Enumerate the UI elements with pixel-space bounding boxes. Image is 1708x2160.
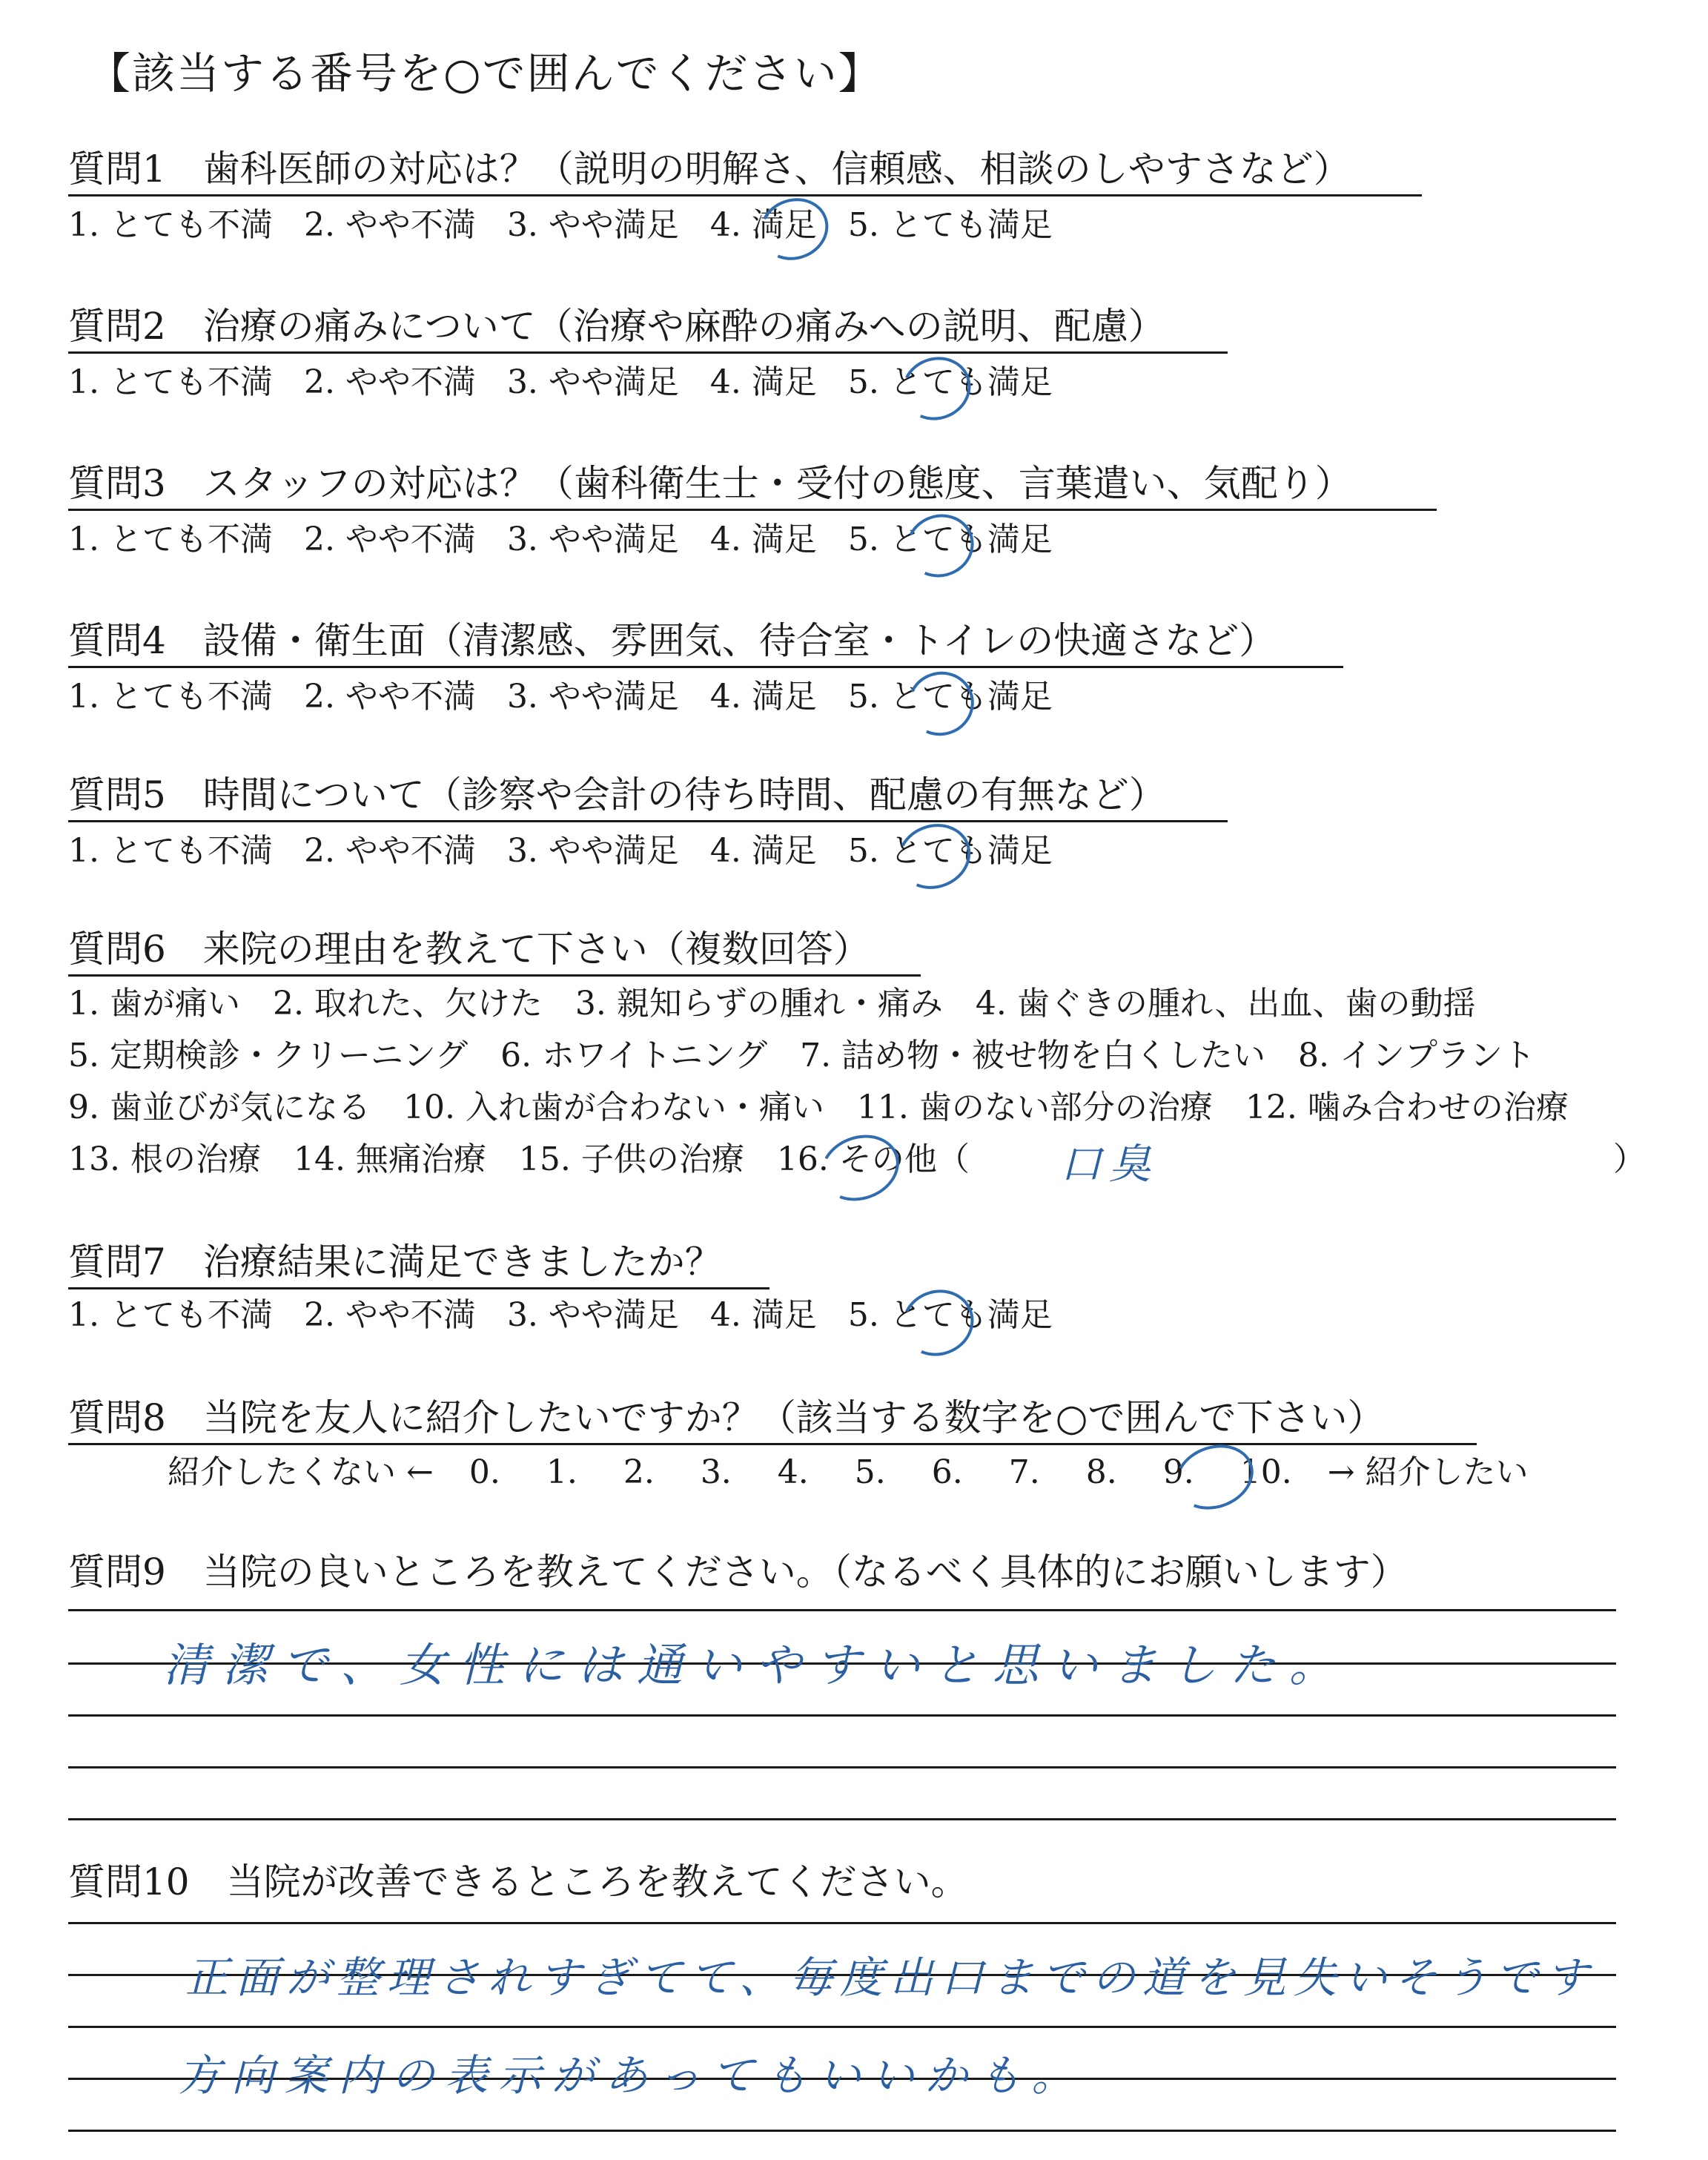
question-10-title: 質問10 当院が改善できるところを教えてください。 xyxy=(68,1860,968,1903)
q1-option-4[interactable]: 4. 満足 xyxy=(709,206,817,244)
q1-selection-circle xyxy=(751,188,837,269)
q2-option-1[interactable]: 1. とても不満 xyxy=(68,363,273,401)
q1-option-2[interactable]: 2. やや不満 xyxy=(303,206,476,244)
q8-left-label: 紹介したくない ← xyxy=(168,1453,434,1491)
question-6-title: 質問6 来院の理由を教えて下さい（複数回答） xyxy=(68,928,870,971)
q5-option-5[interactable]: 5. とても満足 xyxy=(847,832,1053,870)
q8-option-3[interactable]: 3. xyxy=(700,1453,732,1491)
q9-answer-line-3 xyxy=(68,1714,1616,1717)
q8-option-8[interactable]: 8. xyxy=(1085,1453,1117,1491)
q3-option-1[interactable]: 1. とても不満 xyxy=(68,521,273,558)
q8-option-1[interactable]: 1. xyxy=(546,1453,577,1491)
question-5-title: 質問5 時間について（診察や会計の待ち時間、配慮の有無など） xyxy=(68,773,1166,816)
question-6-row-4[interactable]: 13. 根の治療 14. 無痛治療 15. 子供の治療 16. その他（ xyxy=(68,1140,970,1178)
question-7-title: 質問7 治療結果に満足できましたか？ xyxy=(68,1241,722,1284)
q4-selection-circle xyxy=(898,662,983,745)
q4-option-4[interactable]: 4. 満足 xyxy=(709,678,817,716)
q8-option-10[interactable]: 10. xyxy=(1239,1453,1292,1491)
q5-option-2[interactable]: 2. やや不満 xyxy=(303,832,476,870)
q2-option-5[interactable]: 5. とても満足 xyxy=(847,363,1053,401)
q4-option-5[interactable]: 5. とても満足 xyxy=(847,678,1053,716)
q3-option-2[interactable]: 2. やや不満 xyxy=(303,521,476,558)
q10-handwritten-answer-line-1: 正面が整理されすぎてて、毎度出口までの道を見失いそうです xyxy=(185,1952,1596,2003)
q5-option-1[interactable]: 1. とても不満 xyxy=(68,832,273,870)
q3-option-4[interactable]: 4. 満足 xyxy=(709,521,817,558)
q8-option-0[interactable]: 0. xyxy=(469,1453,500,1491)
q10-handwritten-answer-line-2: 方向案内の表示があってもいいかも。 xyxy=(178,2050,1085,2101)
q3-selection-circle xyxy=(897,505,982,587)
q6-other-handwritten: 口臭 xyxy=(1060,1140,1158,1189)
q1-option-5[interactable]: 5. とても満足 xyxy=(847,206,1053,244)
q6-selection-circle xyxy=(812,1124,909,1212)
question-2-underline xyxy=(68,351,1228,354)
question-4-title: 質問4 設備・衛生面（清潔感、雰囲気、待合室・トイレの快適さなど） xyxy=(68,619,1277,662)
question-6-row-1[interactable]: 1. 歯が痛い 2. 取れた、欠けた 3. 親知らずの腫れ・痛み 4. 歯ぐきの腫れ、出血、歯の動揺 xyxy=(68,985,1476,1023)
q10-answer-line-5 xyxy=(68,2130,1616,2132)
q8-option-4[interactable]: 4. xyxy=(777,1453,809,1491)
question-6-row-4-close: ） xyxy=(1613,1140,1646,1178)
q8-option-9[interactable]: 9. xyxy=(1162,1453,1194,1491)
question-6-row-3[interactable]: 9. 歯並びが気になる 10. 入れ歯が合わない・痛い 11. 歯のない部分の治療 12. 噛み合わせの治療 xyxy=(68,1089,1569,1126)
q7-selection-circle xyxy=(893,1280,983,1366)
question-8-scale xyxy=(168,1452,1529,1493)
q8-option-7[interactable]: 7. xyxy=(1008,1453,1040,1491)
q8-option-2[interactable]: 2. xyxy=(623,1453,655,1491)
question-8-underline xyxy=(68,1443,1477,1445)
q9-answer-line-4 xyxy=(68,1766,1616,1768)
question-3-title: 質問3 スタッフの対応は？（歯科衛生士・受付の態度、言葉遣い、気配り） xyxy=(68,462,1352,505)
q2-option-4[interactable]: 4. 満足 xyxy=(709,363,817,401)
question-9-title: 質問9 当院の良いところを教えてください。（なるべく具体的にお願いします） xyxy=(68,1550,1408,1593)
q8-option-5[interactable]: 5. xyxy=(854,1453,886,1491)
question-7-underline xyxy=(68,1287,769,1289)
question-5-underline xyxy=(68,820,1228,822)
question-6-underline xyxy=(68,974,921,977)
q10-answer-line-1 xyxy=(68,1922,1616,1924)
instruction-heading: 【該当する番号を○で囲んでください】 xyxy=(87,48,883,99)
q8-right-label: → 紹介したい xyxy=(1327,1453,1529,1491)
q9-answer-line-5 xyxy=(68,1818,1616,1820)
question-1-title: 質問1 歯科医師の対応は？（説明の明解さ、信頼感、相談のしやすさなど） xyxy=(68,148,1351,191)
q7-option-5[interactable]: 5. とても満足 xyxy=(847,1296,1053,1334)
q7-option-2[interactable]: 2. やや不満 xyxy=(303,1296,476,1334)
question-6-row-2[interactable]: 5. 定期検診・クリーニング 6. ホワイトニング 7. 詰め物・被せ物を白くしたい 8. インプラント xyxy=(68,1037,1536,1074)
question-1-options xyxy=(68,205,1073,246)
q7-option-3[interactable]: 3. やや満足 xyxy=(506,1296,679,1334)
q8-option-6[interactable]: 6. xyxy=(931,1453,963,1491)
q5-selection-circle xyxy=(888,813,979,899)
q10-answer-line-3 xyxy=(68,2026,1616,2028)
q2-selection-circle xyxy=(893,347,979,429)
q8-selection-circle xyxy=(1166,1434,1262,1520)
question-2-title: 質問2 治療の痛みについて（治療や麻酔の痛みへの説明、配慮） xyxy=(68,305,1165,348)
q5-option-4[interactable]: 4. 満足 xyxy=(709,832,817,870)
q3-option-5[interactable]: 5. とても満足 xyxy=(847,521,1053,558)
q4-option-2[interactable]: 2. やや不満 xyxy=(303,678,476,716)
q5-option-3[interactable]: 3. やや満足 xyxy=(506,832,679,870)
question-8-title: 質問8 当院を友人に紹介したいですか？（該当する数字を○で囲んで下さい） xyxy=(68,1396,1385,1439)
q2-option-2[interactable]: 2. やや不満 xyxy=(303,363,476,401)
q3-option-3[interactable]: 3. やや満足 xyxy=(506,521,679,558)
question-4-underline xyxy=(68,666,1343,668)
q7-option-1[interactable]: 1. とても不満 xyxy=(68,1296,273,1334)
q9-handwritten-answer: 清潔で、女性には通いやすいと思いました。 xyxy=(163,1638,1348,1692)
question-1-underline xyxy=(68,194,1422,196)
q2-option-3[interactable]: 3. やや満足 xyxy=(506,363,679,401)
q9-answer-line-1 xyxy=(68,1609,1616,1611)
q4-option-1[interactable]: 1. とても不満 xyxy=(68,678,273,716)
q7-option-4[interactable]: 4. 満足 xyxy=(709,1296,817,1334)
question-3-underline xyxy=(68,509,1437,511)
q4-option-3[interactable]: 3. やや満足 xyxy=(506,678,679,716)
q1-option-3[interactable]: 3. やや満足 xyxy=(506,206,679,244)
q1-option-1[interactable]: 1. とても不満 xyxy=(68,206,273,244)
